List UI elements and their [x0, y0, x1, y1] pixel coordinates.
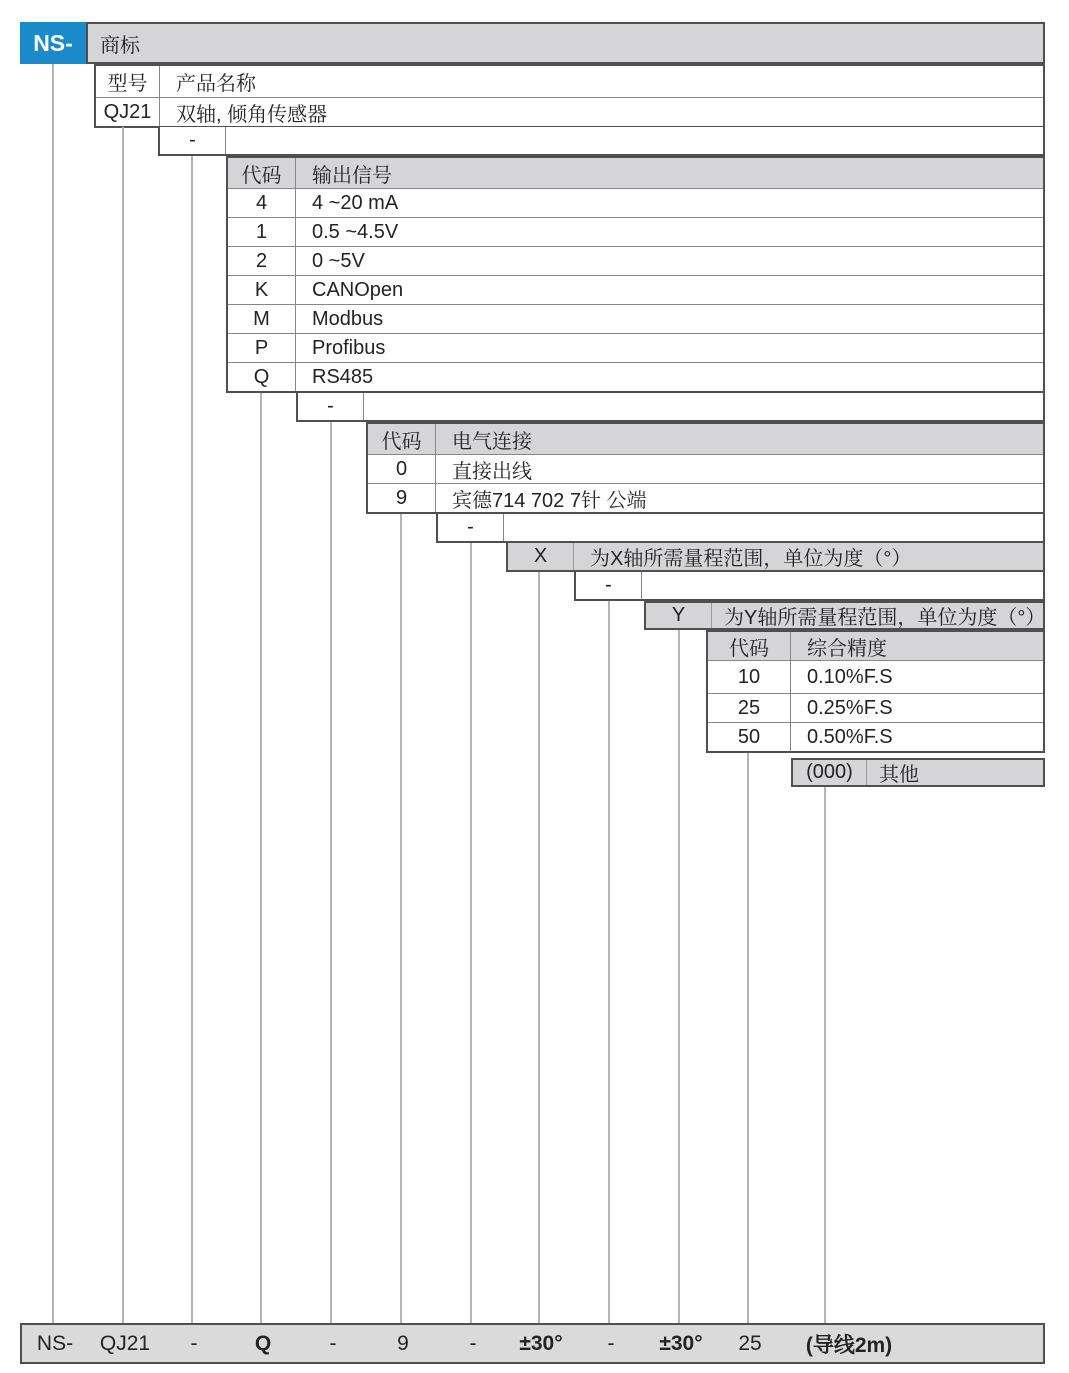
table-row: [368, 454, 1043, 483]
code-column-header: 代码: [708, 632, 791, 660]
connector-line: [191, 156, 193, 1324]
code-cell: K: [228, 276, 296, 304]
code-cell: 25: [708, 694, 791, 722]
dash-separator: -: [298, 393, 364, 420]
connector-line: [52, 64, 54, 1324]
table-row: [228, 217, 1043, 246]
connector-line: [538, 572, 540, 1324]
dash-separator: -: [160, 127, 226, 154]
connector-line: [824, 787, 826, 1324]
model-table: [94, 64, 1045, 128]
example-segment: 25: [738, 1331, 762, 1355]
table-row: [368, 483, 1043, 512]
connector-line: [260, 393, 262, 1324]
dash-row-1: [158, 127, 1045, 156]
label-cell: 4 ~20 mA: [312, 191, 399, 214]
label-cell: 0.5 ~4.5V: [312, 220, 399, 243]
example-segment: -: [190, 1331, 198, 1355]
example-bar: [20, 1323, 1045, 1364]
model-row: [96, 97, 1043, 126]
code-cell: 50: [708, 723, 791, 751]
connector-line: [400, 514, 402, 1324]
label-cell: RS485: [312, 365, 374, 388]
x-range-label: 为X轴所需量程范围，单位为度（°）: [590, 548, 912, 570]
label-cell: Modbus: [312, 307, 384, 330]
code-cell: P: [228, 334, 296, 362]
accuracy-header-row: [708, 632, 1043, 660]
connector-line: [330, 422, 332, 1324]
brand-prefix-box: [20, 22, 86, 64]
other-label: 其他: [879, 764, 919, 786]
code-cell: 10: [708, 661, 791, 693]
product-name-header: 产品名称: [176, 73, 256, 95]
label-cell: 0.10%F.S: [807, 665, 893, 688]
example-segment: ±30°: [659, 1331, 703, 1355]
connector-line: [747, 753, 749, 1324]
label-cell: 宾德714 702 7针 公端: [452, 489, 647, 512]
code-cell: 1: [228, 218, 296, 246]
example-segment: (导线2m): [805, 1333, 893, 1357]
example-segment: -: [607, 1331, 615, 1355]
code-cell: 0: [368, 455, 436, 483]
y-code: Y: [646, 603, 712, 628]
dash-separator: -: [576, 572, 642, 599]
table-row: [708, 660, 1043, 693]
label-cell: 0.50%F.S: [807, 725, 893, 748]
brand-label: 商标: [100, 34, 140, 57]
accuracy-other-row: [791, 758, 1045, 787]
table-row: [228, 246, 1043, 275]
brand-label-bar: [86, 22, 1045, 64]
table-row: [228, 304, 1043, 333]
model-code: QJ21: [96, 98, 160, 126]
electrical-header-row: [368, 424, 1043, 454]
example-segment: Q: [254, 1331, 272, 1355]
table-row: [228, 333, 1043, 362]
x-range-row: [506, 543, 1045, 572]
connector-line: [122, 127, 124, 1324]
example-segment: NS-: [36, 1331, 74, 1355]
brand-prefix: NS-: [33, 29, 73, 56]
example-segment: 9: [397, 1331, 409, 1355]
electrical-table: [366, 422, 1045, 514]
dash-separator: -: [438, 514, 504, 541]
connector-line: [678, 630, 680, 1324]
code-cell: 9: [368, 484, 436, 512]
label-cell: CANOpen: [312, 278, 404, 301]
dash-row-4: [574, 572, 1045, 601]
label-cell: 0.25%F.S: [807, 696, 893, 719]
output-signal-table: [226, 156, 1045, 393]
output-signal-header-row: [228, 158, 1043, 188]
code-column-header: 代码: [368, 424, 436, 454]
product-name: 双轴, 倾角传感器: [176, 103, 328, 126]
code-cell: M: [228, 305, 296, 333]
table-row: [708, 693, 1043, 722]
code-cell: 4: [228, 189, 296, 217]
label-cell: 直接出线: [452, 460, 532, 483]
y-range-label: 为Y轴所需量程范围，单位为度（°）: [724, 607, 1046, 629]
electrical-header: 电气连接: [452, 430, 532, 453]
table-row: [708, 722, 1043, 751]
connector-line: [470, 543, 472, 1324]
example-segment: ±30°: [519, 1331, 563, 1355]
model-header-row: [96, 66, 1043, 97]
table-row: [228, 275, 1043, 304]
code-cell: Q: [228, 363, 296, 391]
label-cell: Profibus: [312, 336, 386, 359]
table-row: [228, 362, 1043, 391]
example-segment: -: [329, 1331, 337, 1355]
code-column-header: 代码: [228, 158, 296, 188]
other-code: (000): [793, 760, 867, 785]
code-cell: 2: [228, 247, 296, 275]
output-signal-header: 输出信号: [312, 164, 392, 187]
dash-row-2: [296, 393, 1045, 422]
table-row: [228, 188, 1043, 217]
y-range-row: [644, 601, 1045, 630]
dash-row-3: [436, 514, 1045, 543]
example-segment: QJ21: [99, 1331, 151, 1355]
accuracy-header: 综合精度: [807, 637, 887, 660]
label-cell: 0 ~5V: [312, 249, 365, 272]
accuracy-table: [706, 630, 1045, 753]
example-segment: -: [469, 1331, 477, 1355]
x-code: X: [508, 543, 574, 570]
model-code-header: 型号: [96, 66, 160, 97]
connector-line: [608, 601, 610, 1324]
